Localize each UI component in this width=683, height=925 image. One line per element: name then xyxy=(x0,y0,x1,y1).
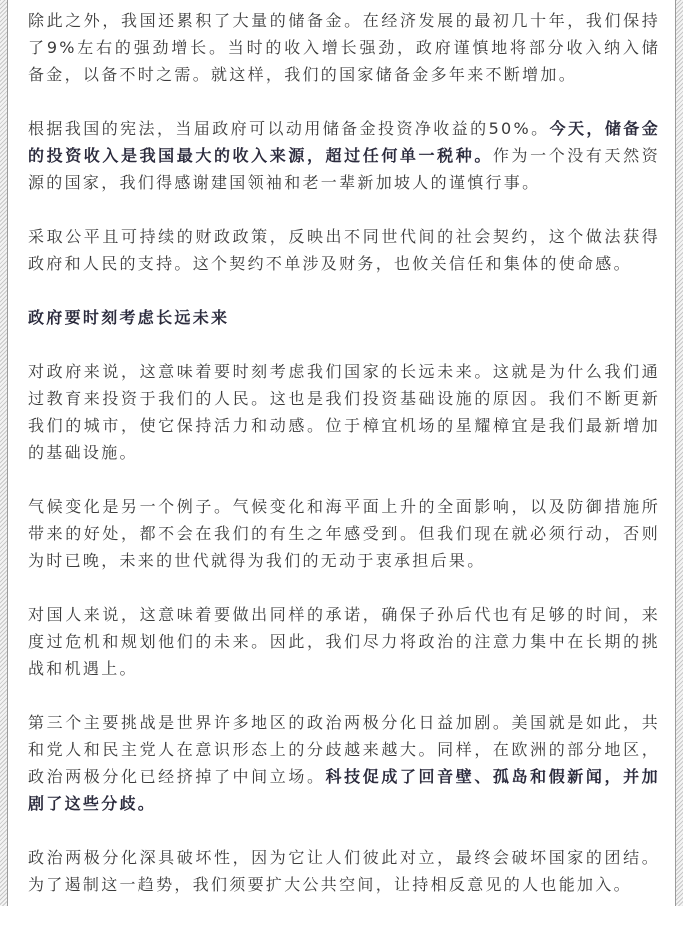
paragraph-public-space xyxy=(28,844,660,898)
paragraph-fiscal-policy xyxy=(28,223,660,277)
paragraph-citizens xyxy=(28,601,660,682)
paragraph-climate-change xyxy=(28,493,660,574)
paragraph-government-future xyxy=(28,358,660,466)
paragraph-emphasis: 科技促成了回音壁、孤岛和假新闻，并加剧了这些分歧。 xyxy=(28,767,660,813)
paragraph-text: 除此之外，我国还累积了大量的储备金。在经济发展的最初几十年，我们保持了9%左右的强劲增长。当时的收入增长强劲，政府谨慎地将部分收入纳入储备金，以备不时之需。就这样，我们的国家储备金多年来不断增加。 xyxy=(28,11,660,84)
paragraph-reserves xyxy=(28,7,660,88)
article-body xyxy=(28,7,660,925)
right-border xyxy=(675,0,683,906)
left-border xyxy=(0,0,8,906)
paragraph-text: 根据我国的宪法，当届政府可以动用储备金投资净收益的50%。 xyxy=(28,119,550,138)
paragraph-polarization xyxy=(28,709,660,817)
paragraph-text: 采取公平且可持续的财政政策，反映出不同世代间的社会契约，这个做法获得政府和人民的支持。这个契约不单涉及财务，也攸关信任和集体的使命感。 xyxy=(28,227,660,273)
paragraph-text: 第三个主要挑战是世界许多地区的政治两极分化日益加剧。美国就是如此，共和党人和民主党人在意识形态上的分歧越来越大。同样，在欧洲的部分地区，政治两极分化已经挤掉了中间立场。 xyxy=(28,713,660,786)
paragraph-emphasis: 今天，储备金的投资收入是我国最大的收入来源，超过任何单一税种。 xyxy=(28,119,660,165)
paragraph-text: 作为一个没有天然资源的国家，我们得感谢建国领袖和老一辈新加坡人的谨慎行事。 xyxy=(28,146,660,192)
paragraph-text: 对国人来说，这意味着要做出同样的承诺，确保子孙后代也有足够的时间，来度过危机和规划他们的未来。因此，我们尽力将政治的注意力集中在长期的挑战和机遇上。 xyxy=(28,605,660,678)
paragraph-text: 气候变化是另一个例子。气候变化和海平面上升的全面影响，以及防御措施所带来的好处，都不会在我们的有生之年感受到。但我们现在就必须行动，否则为时已晚，未来的世代就得为我们的无动于衷承担后果。 xyxy=(28,497,660,570)
paragraph-constitution xyxy=(28,115,660,196)
paragraph-text: 对政府来说，这意味着要时刻考虑我们国家的长远未来。这就是为什么我们通过教育来投资于我们的人民。这也是我们投资基础设施的原因。我们不断更新我们的城市，使它保持活力和动感。位于樟宜机场的星耀樟宜是我们最新增加的基础设施。 xyxy=(28,362,660,462)
section-heading: 政府要时刻考虑长远未来 xyxy=(28,308,230,327)
paragraph-text: 政治两极分化深具破坏性，因为它让人们彼此对立，最终会破坏国家的团结。为了遏制这一趋势，我们须要扩大公共空间，让持相反意见的人也能加入。 xyxy=(28,848,660,894)
